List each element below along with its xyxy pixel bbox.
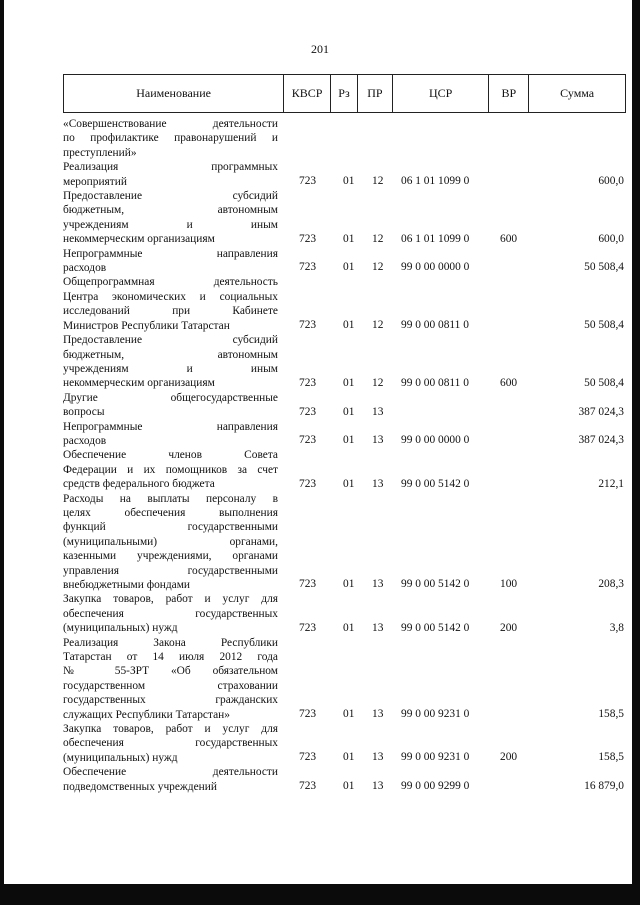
row-name-line: подведомственных учреждений (63, 780, 217, 793)
row-sum: 50 508,4 (584, 261, 624, 274)
header-pr: ПР (358, 75, 393, 112)
row-sum: 50 508,4 (584, 319, 624, 332)
row-kvsr: 723 (299, 175, 317, 188)
row-values (63, 707, 626, 722)
scan-border-left (0, 0, 4, 905)
table-body (63, 117, 626, 794)
row-sum: 387 024,3 (578, 405, 624, 418)
row-name-line: вопросы (63, 406, 105, 419)
row-kvsr: 723 (299, 578, 317, 591)
table-row (63, 117, 626, 160)
row-name-line: (муниципальных) нужд (63, 751, 178, 764)
row-csr: 99 0 00 9299 0 (401, 780, 470, 793)
row-values (63, 433, 626, 448)
row-rz: 01 (343, 376, 355, 389)
header-vr: ВР (489, 75, 529, 112)
row-name-line: Общепрограммная деятельность (63, 276, 278, 289)
row-pr: 13 (372, 405, 384, 418)
row-name-line: государственных гражданских (63, 694, 278, 707)
row-values (63, 174, 626, 189)
row-pr: 12 (372, 261, 384, 274)
row-csr: 06 1 01 1099 0 (401, 175, 470, 188)
row-name-line: обеспечения государственных (63, 737, 278, 750)
row-name-line: по профилактике правонарушений и (63, 132, 278, 145)
row-name-line: расходов (63, 434, 107, 447)
row-csr: 99 0 00 0000 0 (401, 434, 470, 447)
row-name-line: Реализация Закона Республики (63, 636, 278, 649)
row-name-line: Непрограммные направления (63, 420, 278, 433)
row-name-line: Обеспечение деятельности (63, 766, 278, 779)
row-rz: 01 (343, 708, 355, 721)
row-rz: 01 (343, 175, 355, 188)
row-csr: 99 0 00 5142 0 (401, 477, 470, 490)
row-rz: 01 (343, 477, 355, 490)
row-values (63, 376, 626, 391)
row-name-line: Предоставление субсидий (63, 190, 278, 203)
table-row (63, 765, 626, 794)
row-csr: 06 1 01 1099 0 (401, 232, 470, 245)
row-name-line: расходов (63, 262, 107, 275)
row-csr: 99 0 00 0811 0 (401, 376, 469, 389)
row-name-line: казенными учреждениями, органами (63, 550, 278, 563)
row-pr: 13 (372, 578, 384, 591)
row-name-line: целях обеспечения выполнения (63, 506, 278, 519)
header-csr: ЦСР (393, 75, 490, 112)
scan-border-right (632, 0, 640, 905)
header-rz: Рз (331, 75, 358, 112)
table-row (63, 275, 626, 333)
row-kvsr: 723 (299, 376, 317, 389)
row-kvsr: 723 (299, 780, 317, 793)
table-row (63, 160, 626, 189)
row-vr: 200 (500, 621, 518, 634)
row-sum: 158,5 (598, 751, 624, 764)
header-name: Наименование (64, 75, 284, 112)
row-name-line: внебюджетными фондами (63, 579, 191, 591)
row-name-line: бюджетным, автономным (63, 204, 278, 217)
row-values (63, 405, 626, 420)
row-kvsr: 723 (299, 751, 317, 764)
row-name-line: Федерации и их помощников за счет (63, 463, 278, 476)
row-pr: 13 (372, 477, 384, 490)
row-name-line: служащих Республики Татарстан» (63, 708, 230, 721)
row-csr: 99 0 00 5142 0 (401, 578, 470, 591)
row-rz: 01 (343, 319, 355, 332)
row-pr: 12 (372, 319, 384, 332)
row-name-line: преступлений» (63, 146, 137, 159)
row-name-line: средств федерального бюджета (63, 478, 215, 491)
row-csr: 99 0 00 0811 0 (401, 319, 469, 332)
row-name-line: «Совершенствование деятельности (63, 118, 278, 130)
row-name-line: Предоставление субсидий (63, 334, 278, 347)
row-kvsr: 723 (299, 261, 317, 274)
row-pr: 13 (372, 708, 384, 721)
row-name-line: бюджетным, автономным (63, 348, 278, 361)
table-row (63, 420, 626, 449)
row-name-line: Центра экономических и социальных (63, 290, 278, 303)
row-values (63, 145, 626, 160)
row-name-line: обеспечения государственных (63, 607, 278, 620)
table-row (63, 636, 626, 722)
row-name-line: некоммерческим организациям (63, 377, 215, 390)
row-sum: 387 024,3 (578, 434, 624, 447)
row-pr: 12 (372, 175, 384, 188)
row-name-line: Обеспечение членов Совета (63, 449, 278, 462)
row-sum: 208,3 (598, 578, 624, 591)
table-row (63, 189, 626, 247)
header-sum: Сумма (560, 86, 595, 100)
row-name-line: Непрограммные направления (63, 247, 278, 260)
row-csr: 99 0 00 0000 0 (401, 261, 470, 274)
header-kvsr: КВСР (284, 75, 331, 112)
row-name-line: управления государственными (63, 564, 278, 577)
row-rz: 01 (343, 232, 355, 245)
row-values (63, 477, 626, 492)
scan-border-bottom (0, 884, 640, 905)
row-name-line: мероприятий (63, 175, 127, 188)
row-name-line: (муниципальными) органами, (63, 535, 278, 548)
table-row (63, 722, 626, 765)
row-sum: 600,0 (598, 175, 624, 188)
row-pr: 13 (372, 434, 384, 447)
row-name-line: Закупка товаров, работ и услуг для (63, 723, 278, 736)
row-values (63, 621, 626, 636)
row-rz: 01 (343, 405, 355, 418)
row-name-line: учреждениям и иным (63, 218, 278, 231)
row-name-line: Другие общегосударственные (63, 391, 278, 404)
row-rz: 01 (343, 621, 355, 634)
row-values (63, 232, 626, 247)
row-name-line: некоммерческим организациям (63, 233, 215, 246)
row-name-line: № 55-ЗРТ «Об обязательном (63, 665, 278, 678)
row-name-line: Закупка товаров, работ и услуг для (63, 593, 278, 606)
row-csr: 99 0 00 9231 0 (401, 708, 470, 721)
row-values (63, 779, 626, 794)
row-rz: 01 (343, 261, 355, 274)
row-name-line: исследований при Кабинете (63, 305, 278, 318)
row-pr: 13 (372, 780, 384, 793)
row-kvsr: 723 (299, 621, 317, 634)
row-kvsr: 723 (299, 434, 317, 447)
row-rz: 01 (343, 578, 355, 591)
row-values (63, 260, 626, 275)
row-rz: 01 (343, 751, 355, 764)
row-name-line: Расходы на выплаты персоналу в (63, 492, 278, 505)
row-name-line: функций государственными (63, 521, 278, 534)
row-name-line: Реализация программных (63, 161, 278, 174)
row-pr: 13 (372, 621, 384, 634)
table-row (63, 448, 626, 491)
table-row (63, 333, 626, 391)
row-vr: 600 (500, 376, 518, 389)
row-name-line: государственном страховании (63, 679, 278, 692)
row-kvsr: 723 (299, 405, 317, 418)
table-row (63, 492, 626, 593)
row-name-line: Министров Республики Татарстан (63, 319, 230, 332)
table-row (63, 391, 626, 420)
table-header (63, 74, 626, 113)
row-name-line: учреждениям и иным (63, 362, 278, 375)
row-csr: 99 0 00 9231 0 (401, 751, 470, 764)
row-values (63, 318, 626, 333)
row-csr: 99 0 00 5142 0 (401, 621, 470, 634)
row-rz: 01 (343, 434, 355, 447)
row-kvsr: 723 (299, 319, 317, 332)
row-pr: 12 (372, 376, 384, 389)
row-sum: 212,1 (598, 477, 624, 490)
table-row (63, 592, 626, 635)
row-sum: 3,8 (609, 621, 624, 634)
row-kvsr: 723 (299, 708, 317, 721)
row-vr: 200 (500, 751, 518, 764)
row-pr: 13 (372, 751, 384, 764)
row-rz: 01 (343, 780, 355, 793)
row-sum: 50 508,4 (584, 376, 624, 389)
row-name-line: Татарстан от 14 июля 2012 года (63, 651, 278, 664)
row-pr: 12 (372, 232, 384, 245)
row-name-line: (муниципальных) нужд (63, 622, 178, 635)
row-sum: 158,5 (598, 708, 624, 721)
row-values (63, 577, 626, 592)
row-values (63, 750, 626, 765)
row-kvsr: 723 (299, 232, 317, 245)
table-row (63, 247, 626, 276)
row-vr: 600 (500, 232, 518, 245)
row-sum: 16 879,0 (584, 780, 624, 793)
page-number: 201 (311, 42, 329, 56)
row-sum: 600,0 (598, 232, 624, 245)
row-vr: 100 (500, 578, 518, 591)
row-kvsr: 723 (299, 477, 317, 490)
